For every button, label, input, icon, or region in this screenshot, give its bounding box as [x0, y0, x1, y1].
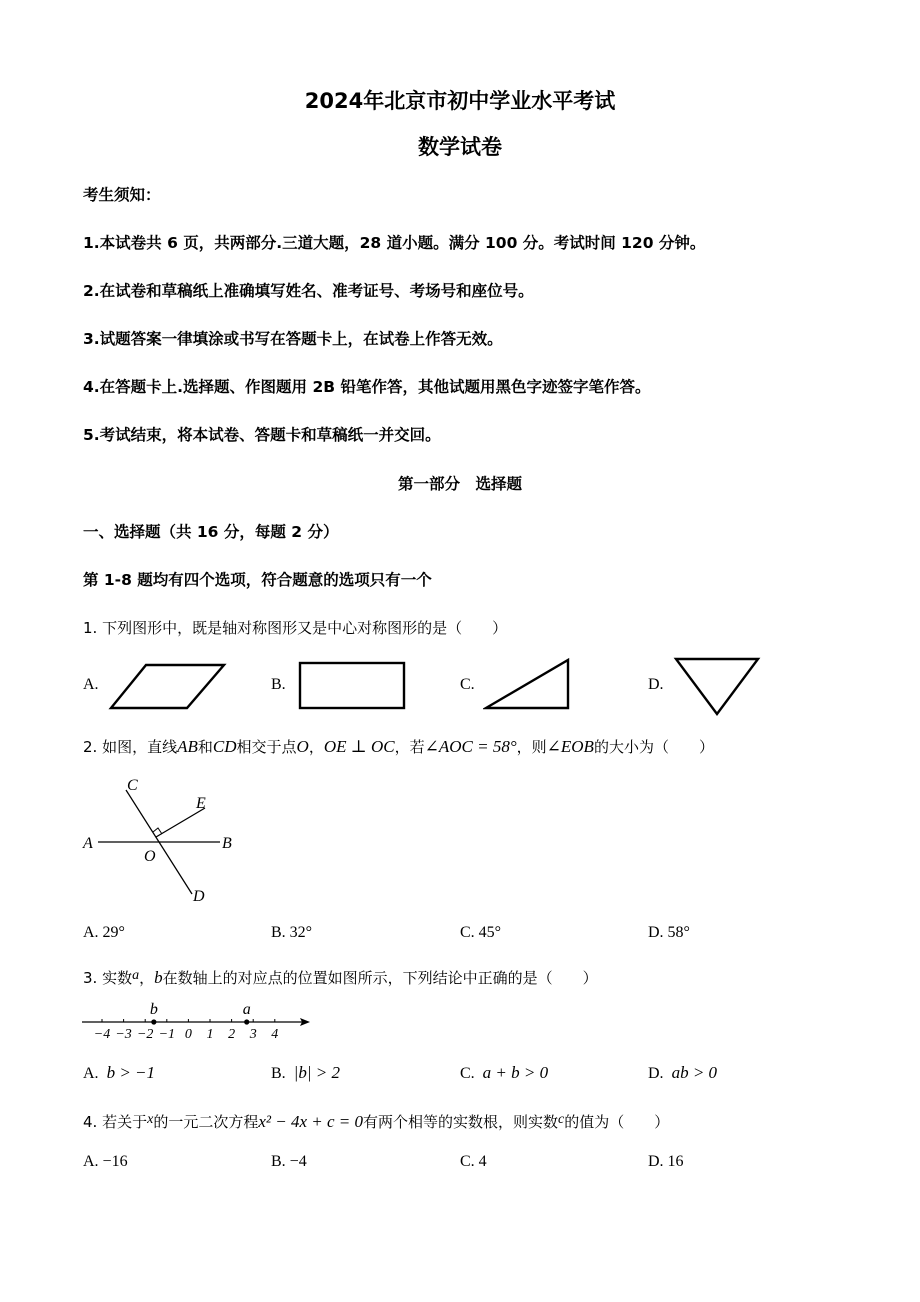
q3-tick-label: −4: [93, 1027, 111, 1042]
q2-label-o: O: [144, 848, 156, 865]
q2-label-e: E: [196, 795, 206, 812]
q2-label-a: A: [83, 835, 93, 852]
q3-tick-label: 4: [271, 1027, 279, 1042]
q3-tick-label: −2: [136, 1027, 154, 1042]
q1-option-b-letter: B.: [271, 676, 286, 693]
section-heading: 一、选择题（共 16 分，每题 2 分）: [83, 523, 339, 541]
notice-item-2: 2.在试卷和草稿纸上准确填写姓名、准考证号、考场号和座位号。: [83, 282, 534, 300]
notice-item-4: 4.在答题卡上.选择题、作图题用 2B 铅笔作答，其他试题用黑色字迹签字笔作答。: [83, 378, 651, 396]
exam-subtitle: 数学试卷: [418, 135, 502, 159]
q1-shape-rectangle: [297, 660, 407, 712]
q2-label-d: D: [193, 888, 205, 905]
q4-option-c: C. 4: [460, 1153, 487, 1170]
q3-stem: 3. 实数a，b在数轴上的对应点的位置如图所示，下列结论中正确的是（ ）: [83, 968, 598, 987]
q1-shape-inverted-triangle: [673, 656, 763, 718]
q3-point-a: [244, 1019, 249, 1024]
q1-shape-right-triangle: [483, 657, 573, 712]
q2-option-d: D. 58°: [648, 924, 690, 941]
q4-option-b: B. −4: [271, 1153, 307, 1170]
q3-option-a: A. b > −1: [83, 1063, 156, 1082]
q3-point-label-a: a: [242, 1001, 251, 1018]
q4-option-d: D. 16: [648, 1153, 684, 1170]
q1-option-d-letter: D.: [648, 676, 664, 693]
q2-stem: 2. 如图，直线AB和CD相交于点O，OE ⊥ OC，若∠AOC = 58°，则∠EOB的大小为（ ）: [83, 737, 714, 756]
q1-shape-parallelogram: [108, 662, 228, 712]
notice-item-5: 5.考试结束，将本试卷、答题卡和草稿纸一并交回。: [83, 426, 441, 444]
q3-tick-label: −1: [158, 1027, 176, 1042]
q2-label-c: C: [127, 777, 138, 794]
exam-title: 2024年北京市初中学业水平考试: [304, 89, 616, 113]
q3-tick-label: 2: [228, 1027, 236, 1042]
notice-heading: 考生须知：: [83, 186, 161, 204]
q2-figure: [78, 770, 248, 910]
q1-stem: 1. 下列图形中，既是轴对称图形又是中心对称图形的是（ ）: [83, 619, 508, 637]
q3-tick-label: 1: [206, 1027, 214, 1042]
q3-option-b: B. |b| > 2: [271, 1063, 340, 1082]
q3-tick-label: −3: [115, 1027, 132, 1042]
q2-label-b: B: [222, 835, 232, 852]
q2-ray-oe: [156, 808, 205, 837]
q3-option-c: C. a + b > 0: [460, 1063, 549, 1082]
q3-option-d: D. ab > 0: [648, 1063, 718, 1082]
part-title: 第一部分 选择题: [397, 475, 522, 493]
section-instruction: 第 1-8 题均有四个选项，符合题意的选项只有一个: [83, 571, 432, 589]
q2-option-a: A. 29°: [83, 924, 125, 941]
q3-point-label-b: b: [149, 1001, 158, 1018]
notice-item-3: 3.试题答案一律填涂或书写在答题卡上，在试卷上作答无效。: [83, 330, 503, 348]
q2-option-c: C. 45°: [460, 924, 502, 941]
q3-tick-label: 0: [184, 1027, 192, 1042]
q2-option-b: B. 32°: [271, 924, 313, 941]
q4-stem: 4. 若关于x的一元二次方程x² − 4x + c = 0有两个相等的实数根，则实数c的值为（ ）: [83, 1112, 670, 1131]
q3-tick-label: 3: [249, 1027, 257, 1042]
notice-item-1: 1.本试卷共 6 页，共两部分.三道大题，28 道小题。满分 100 分。考试时间 120 分钟。: [83, 234, 706, 252]
q3-point-b: [151, 1019, 156, 1024]
q1-option-a-letter: A.: [83, 676, 99, 693]
q3-numberline: [80, 998, 320, 1046]
q4-option-a: A. −16: [83, 1153, 128, 1170]
q2-right-angle-mark: [153, 828, 162, 834]
q1-option-c-letter: C.: [460, 676, 475, 693]
